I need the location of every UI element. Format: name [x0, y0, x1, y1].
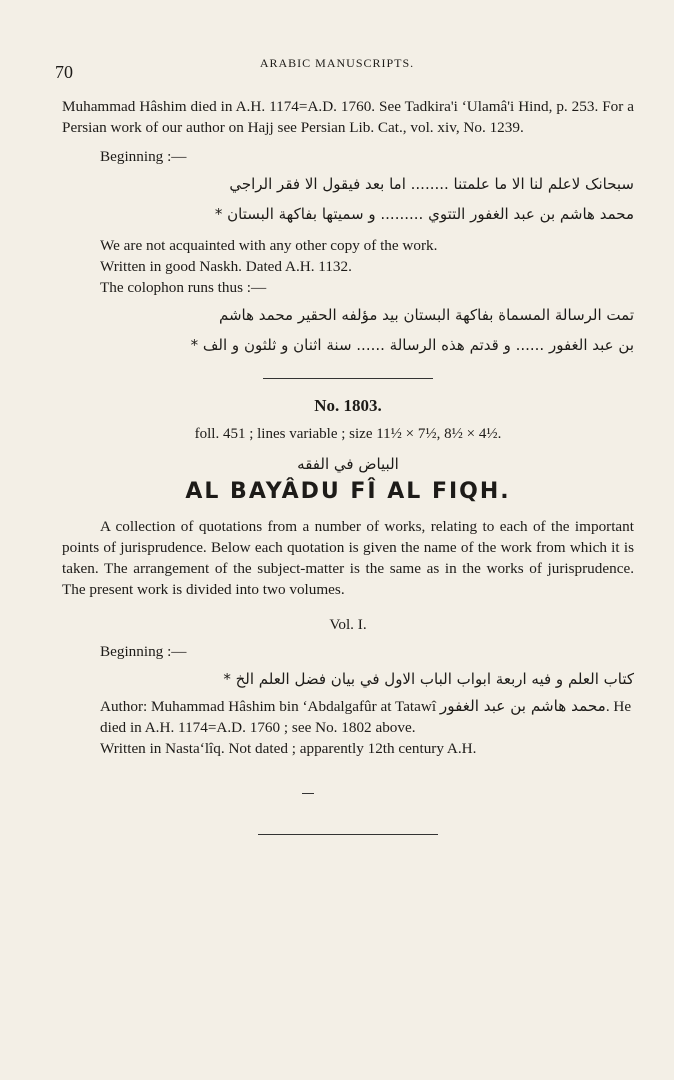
end-dash [302, 793, 314, 794]
arabic-colophon-line-2: بن عبد الغفور ...... و قدتم هذه الرسالة ...... سنة اثنان و ثلثون و الف * [190, 336, 634, 354]
section-divider [263, 378, 433, 379]
page-number: 70 [55, 62, 73, 82]
entry-folios: foll. 451 ; lines variable ; size 11½ × 7½, 8½ × 4½. [194, 426, 502, 442]
note-other-copy: We are not acquainted with any other copy of the work. [100, 237, 438, 254]
arabic-beginning-line-2: محمد هاشم بن عبد الغفور التتوي ......... و سميتها بفاكهة البستان * [214, 205, 634, 223]
arabic-beginning-line-1: سبحانک لاعلم لنا الا ما علمتنا ........ اما بعد فيقول الا فقر الراجي [229, 175, 634, 193]
author-died: . He died in A.H. 1174=A.D. 1760 ; see No. 1802 above. [100, 698, 632, 736]
entry-title: AL BAYÂDU FÎ AL FIQH. [185, 479, 511, 504]
note-colophon: The colophon runs thus :— [100, 279, 267, 296]
note-written: Written in good Naskh. Dated A.H. 1132. [100, 258, 352, 275]
author-name: Author: Muhammad Hâshim bin ‘Abdalgafûr at Tatawî [100, 698, 437, 715]
written-note: Written in Nasta‘lîq. Not dated ; apparently 12th century A.H. [100, 740, 477, 757]
end-divider [258, 834, 438, 835]
page-content [62, 96, 634, 851]
arabic-entry-title: البياض في الفقه [297, 455, 399, 473]
running-title: ARABIC MANUSCRIPTS. [259, 56, 415, 70]
arabic-entry-beginning: كتاب العلم و فيه اربعة ابواب الباب الاول في بيان فضل العلم الخ * [223, 670, 634, 688]
entry-description: A collection of quotations from a number of works, relating to each of the important points of jurisprudence. Below each quotation is given the name of the work from which it is taken. The arrangement of the subject-matter is the same as in the works of jurisprudence. The present work is divided into two volumes. [62, 518, 634, 598]
previous-entry-paragraph: Muhammad Hâshim died in A.H. 1174=A.D. 1760. See Tadkira'i ‘Ulamâ'i Hind, p. 253. For a Persian work of our author on Hajj see Persian Lib. Cat., vol. xiv, No. 1239. [62, 98, 634, 136]
arabic-author-name: محمد هاشم بن عبد الغفور [439, 697, 606, 715]
arabic-colophon-line-1: تمت الرسالة المسماة بفاكهة البستان بيد مؤلفه الحقير محمد هاشم [219, 306, 634, 324]
entry-number: No. 1803. [314, 396, 382, 415]
beginning-label: Beginning :— [100, 148, 187, 165]
volume-heading: Vol. I. [329, 616, 367, 633]
entry-beginning-label: Beginning :— [100, 643, 187, 660]
author-line [62, 696, 634, 738]
